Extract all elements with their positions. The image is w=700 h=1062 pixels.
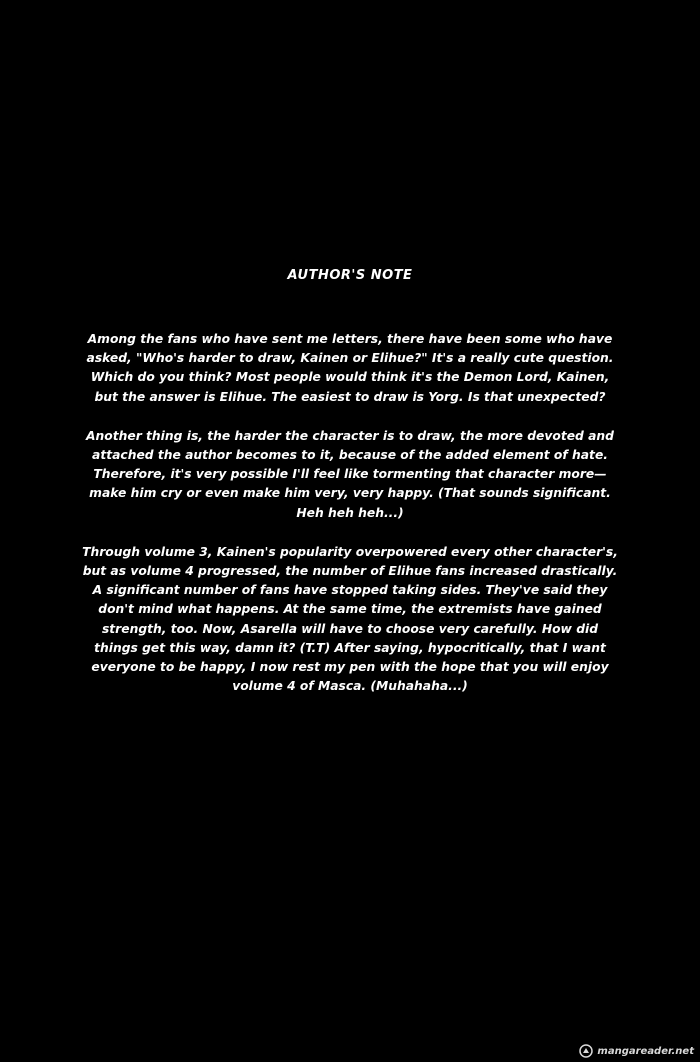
paragraph-line: attached the author becomes to it, because of the added element of hate. <box>92 448 608 463</box>
paragraph-line: make him cry or even make him very, very happy. (That sounds significant. <box>89 486 611 501</box>
paragraph-line: don't mind what happens. At the same time, the extremists have gained <box>98 602 602 617</box>
note-paragraph-2 <box>40 427 660 523</box>
note-paragraph-1 <box>40 330 660 407</box>
paragraph-line: but the answer is Elihue. The easiest to draw is Yorg. Is that unexpected? <box>94 389 606 404</box>
paragraph-line: strength, too. Now, Asarella will have to choose very carefully. How did <box>101 621 599 636</box>
paragraph-line: Heh heh heh...) <box>296 505 404 520</box>
note-title: AUTHOR'S NOTE <box>287 268 413 283</box>
paragraph-line: Another thing is, the harder the character is to draw, the more devoted and <box>86 428 614 443</box>
note-paragraph-3 <box>40 543 660 697</box>
watermark-text: mangareader.net <box>597 1045 694 1057</box>
paragraph-line: volume 4 of Masca. (Muhahaha...) <box>232 679 468 694</box>
paragraph-line: Among the fans who have sent me letters, there have been some who have <box>87 332 613 346</box>
manga-logo-icon <box>579 1044 593 1058</box>
authors-note <box>40 266 660 716</box>
paragraph-line: but as volume 4 progressed, the number of Elihue fans increased drastically. <box>82 564 618 579</box>
paragraph-line: A significant number of fans have stopped taking sides. They've said they <box>92 583 608 598</box>
paragraph-line: Therefore, it's very possible I'll feel like tormenting that character more— <box>93 467 607 482</box>
site-watermark <box>579 1044 694 1058</box>
paragraph-line: Through volume 3, Kainen's popularity overpowered every other character's, <box>82 544 618 559</box>
paragraph-line: everyone to be happy, I now rest my pen with the hope that you will enjoy <box>91 660 609 675</box>
paragraph-line: things get this way, damn it? (T.T) After saying, hypocritically, that I want <box>94 640 606 655</box>
paragraph-line: asked, "Who's harder to draw, Kainen or Elihue?" It's a really cute question. <box>86 351 614 366</box>
paragraph-line: Which do you think? Most people would think it's the Demon Lord, Kainen, <box>90 370 610 385</box>
